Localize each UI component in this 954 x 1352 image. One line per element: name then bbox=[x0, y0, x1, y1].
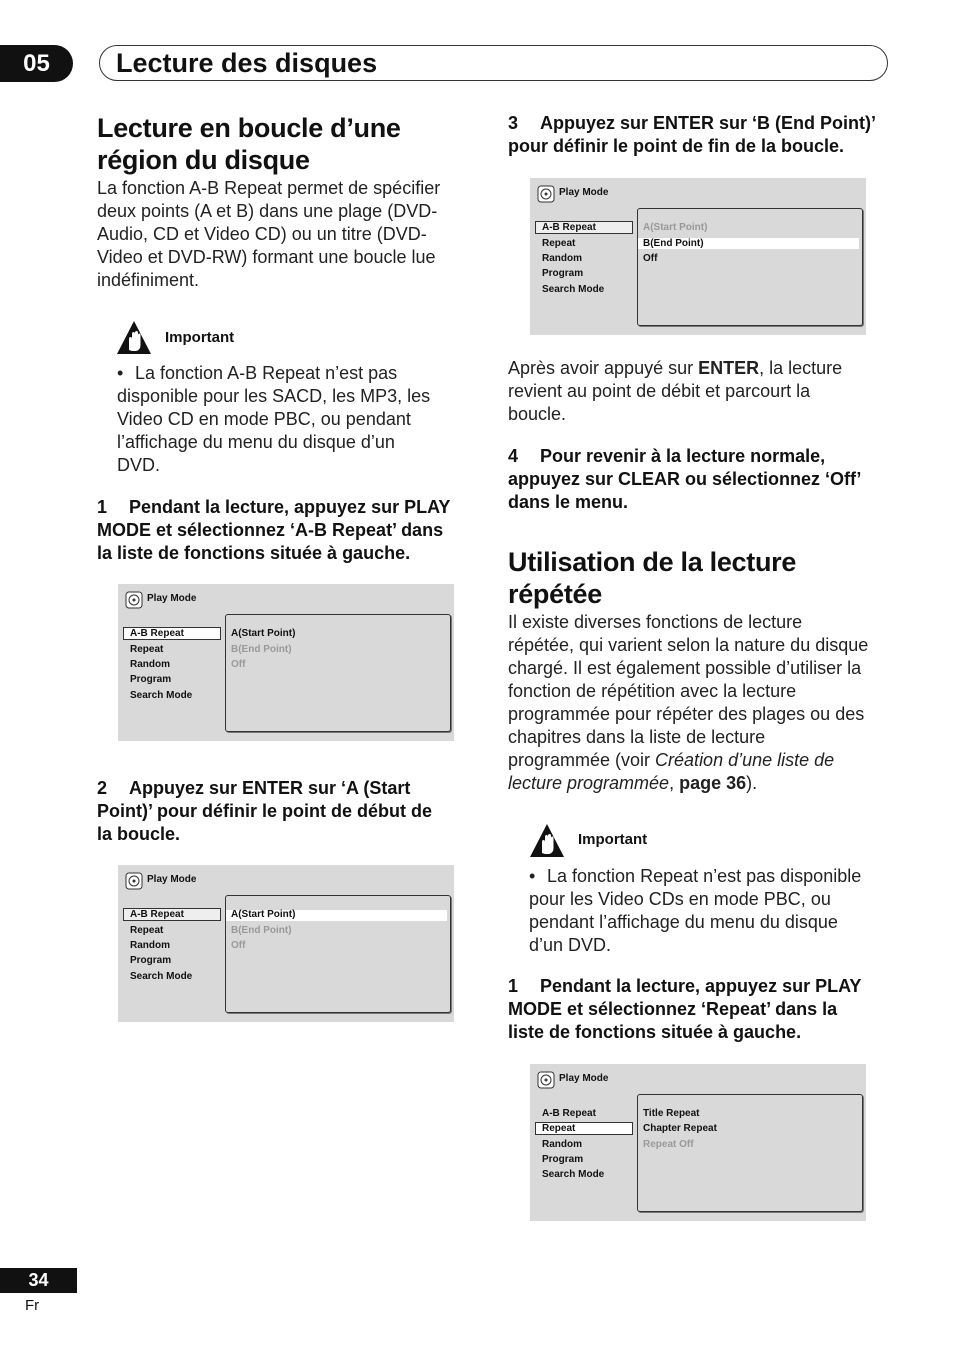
section-heading-repeat bbox=[508, 546, 796, 610]
text-line: appuyez sur CLEAR ou sélectionnez ‘Off’ bbox=[508, 469, 862, 489]
bullet-dot: • bbox=[529, 866, 536, 886]
language-code: Fr bbox=[25, 1297, 40, 1314]
text-line: répétée, qui varient selon la nature du disque bbox=[508, 635, 869, 655]
osd-menu-item[interactable]: Program bbox=[130, 955, 172, 966]
text-span: Après avoir appuyé sur bbox=[508, 358, 699, 378]
text-span: programmée (voir bbox=[508, 750, 656, 770]
page-number: 34 bbox=[0, 1268, 77, 1293]
text-line: la liste de fonctions située à gauche. bbox=[97, 543, 411, 563]
osd-option[interactable]: B(End Point) bbox=[643, 238, 704, 249]
text-line: indéfiniment. bbox=[97, 270, 200, 290]
text-line: Audio, CD et Video CD) ou un titre (DVD- bbox=[97, 224, 427, 244]
step-number: 1 bbox=[508, 976, 519, 996]
osd-menu-item[interactable]: Search Mode bbox=[130, 690, 193, 701]
text-line: Pendant la lecture, appuyez sur PLAY bbox=[540, 976, 862, 996]
warning-hand-icon bbox=[529, 823, 565, 859]
text-line: pour les Video CDs en mode PBC, ou bbox=[529, 889, 831, 909]
text-line: Appuyez sur ENTER sur ‘B (End Point)’ bbox=[540, 113, 877, 133]
osd-option[interactable]: Off bbox=[643, 253, 658, 264]
repeat-intro-paragraph bbox=[508, 611, 898, 795]
text-line: l’affichage du menu du disque d’un bbox=[117, 432, 395, 452]
after-enter-paragraph bbox=[508, 357, 898, 426]
text-line: DVD. bbox=[117, 455, 161, 475]
text-line: Point)’ pour définir le point de début de bbox=[97, 801, 432, 821]
text-line: Il existe diverses fonctions de lecture bbox=[508, 612, 803, 632]
disc-icon bbox=[537, 185, 555, 203]
step-1-repeat bbox=[508, 975, 898, 1044]
step-2-ab bbox=[97, 777, 477, 846]
important-label: Important bbox=[578, 831, 648, 848]
osd-option[interactable]: A(Start Point) bbox=[231, 628, 296, 639]
text-span-bold: ENTER bbox=[698, 358, 760, 378]
text-line: deux points (A et B) dans une plage (DVD- bbox=[97, 201, 438, 221]
osd-option[interactable]: Title Repeat bbox=[643, 1108, 700, 1119]
osd-menu-item[interactable]: A-B Repeat bbox=[130, 909, 184, 920]
step-number: 1 bbox=[97, 497, 108, 517]
text-span: , bbox=[669, 773, 680, 793]
osd-menu-item[interactable]: Repeat bbox=[130, 925, 164, 936]
step-number: 3 bbox=[508, 113, 519, 133]
osd-screen-repeat-select bbox=[530, 1064, 866, 1221]
text-line: chargé. Il est également possible d’utiliser la bbox=[508, 658, 862, 678]
osd-menu-item[interactable]: Random bbox=[130, 659, 170, 670]
heading-line: Utilisation de la lecture bbox=[508, 547, 797, 577]
important-label: Important bbox=[165, 329, 235, 346]
text-line: pour définir le point de fin de la boucle. bbox=[508, 136, 845, 156]
disc-icon bbox=[537, 1071, 555, 1089]
text-line: La fonction Repeat n’est pas disponible bbox=[547, 866, 862, 886]
heading-line: Lecture en boucle d’une bbox=[97, 113, 401, 143]
text-span: ). bbox=[746, 773, 758, 793]
osd-menu-item[interactable]: Repeat bbox=[542, 1123, 576, 1134]
text-line: d’un DVD. bbox=[529, 935, 612, 955]
bullet-dot: • bbox=[117, 363, 124, 383]
osd-menu-item[interactable]: Program bbox=[542, 268, 584, 279]
osd-menu-item[interactable]: Random bbox=[130, 940, 170, 951]
text-line: Pour revenir à la lecture normale, bbox=[540, 446, 826, 466]
text-line: chapitres dans la liste de lecture bbox=[508, 727, 766, 747]
osd-option[interactable]: A(Start Point) bbox=[231, 909, 296, 920]
text-line: La fonction A-B Repeat permet de spécifier bbox=[97, 178, 441, 198]
text-line: Pendant la lecture, appuyez sur PLAY bbox=[129, 497, 451, 517]
step-3-ab bbox=[508, 112, 898, 158]
osd-menu-item[interactable]: Search Mode bbox=[542, 1169, 605, 1180]
osd-screen-ab-select bbox=[118, 584, 454, 741]
osd-option[interactable]: Off bbox=[231, 940, 246, 951]
osd-screen-end-point bbox=[530, 178, 866, 335]
osd-menu-item[interactable]: Random bbox=[542, 1139, 582, 1150]
text-span: , la lecture bbox=[759, 358, 843, 378]
text-line: Appuyez sur ENTER sur ‘A (Start bbox=[129, 778, 411, 798]
chapter-number: 05 bbox=[0, 45, 73, 82]
text-line: liste de fonctions située à gauche. bbox=[508, 1022, 802, 1042]
intro-paragraph bbox=[97, 177, 477, 292]
osd-option[interactable]: Chapter Repeat bbox=[643, 1123, 717, 1134]
warning-hand-icon bbox=[116, 320, 152, 356]
osd-title: Play Mode bbox=[559, 1073, 609, 1084]
osd-menu-item[interactable]: Search Mode bbox=[130, 971, 193, 982]
osd-option[interactable]: A(Start Point) bbox=[643, 222, 708, 233]
osd-option[interactable]: B(End Point) bbox=[231, 925, 292, 936]
section-heading-loop bbox=[97, 112, 401, 176]
text-line: boucle. bbox=[508, 404, 567, 424]
chapter-title: Lecture des disques bbox=[116, 48, 378, 78]
osd-title: Play Mode bbox=[559, 187, 609, 198]
osd-menu-item[interactable]: A-B Repeat bbox=[130, 628, 184, 639]
osd-option[interactable]: B(End Point) bbox=[231, 644, 292, 655]
step-number: 4 bbox=[508, 446, 519, 466]
osd-menu-item[interactable]: A-B Repeat bbox=[542, 222, 596, 233]
text-line: MODE et sélectionnez ‘A-B Repeat’ dans bbox=[97, 520, 444, 540]
step-4-ab bbox=[508, 445, 898, 514]
osd-menu-item[interactable]: Program bbox=[130, 674, 172, 685]
text-line: fonction de répétition avec la lecture bbox=[508, 681, 797, 701]
text-line: pendant l’affichage du menu du disque bbox=[529, 912, 838, 932]
text-line: Video et DVD-RW) formant une boucle lue bbox=[97, 247, 436, 267]
osd-menu-item[interactable]: Search Mode bbox=[542, 284, 605, 295]
important-bullet bbox=[117, 362, 495, 477]
step-1-ab bbox=[97, 496, 477, 565]
cross-reference-link[interactable]: lecture programmée bbox=[508, 773, 670, 793]
osd-menu-item[interactable]: Random bbox=[542, 253, 582, 264]
text-line: La fonction A-B Repeat n’est pas bbox=[135, 363, 398, 383]
heading-line: région du disque bbox=[97, 145, 310, 175]
text-line: MODE et sélectionnez ‘Repeat’ dans la bbox=[508, 999, 838, 1019]
important-bullet bbox=[529, 865, 917, 957]
osd-menu-item[interactable]: Repeat bbox=[130, 644, 164, 655]
text-line: la boucle. bbox=[97, 824, 181, 844]
text-line: disponible pour les SACD, les MP3, les bbox=[117, 386, 431, 406]
text-line: dans le menu. bbox=[508, 492, 629, 512]
osd-menu-item[interactable]: Repeat bbox=[542, 238, 576, 249]
page-reference[interactable]: page 36 bbox=[679, 773, 747, 793]
step-number: 2 bbox=[97, 778, 108, 798]
text-line: programmée pour répéter des plages ou des bbox=[508, 704, 865, 724]
disc-icon bbox=[125, 591, 143, 609]
osd-title: Play Mode bbox=[147, 874, 197, 885]
text-line: revient au point de débit et parcourt la bbox=[508, 381, 811, 401]
osd-menu-item[interactable]: Program bbox=[542, 1154, 584, 1165]
heading-line: répétée bbox=[508, 579, 602, 609]
disc-icon bbox=[125, 872, 143, 890]
osd-option[interactable]: Off bbox=[231, 659, 246, 670]
osd-option[interactable]: Repeat Off bbox=[643, 1139, 694, 1150]
osd-screen-start-point bbox=[118, 865, 454, 1022]
osd-title: Play Mode bbox=[147, 593, 197, 604]
text-line: Video CD en mode PBC, ou pendant bbox=[117, 409, 411, 429]
osd-menu-item[interactable]: A-B Repeat bbox=[542, 1108, 596, 1119]
cross-reference-link[interactable]: Création d’une liste de bbox=[655, 750, 835, 770]
